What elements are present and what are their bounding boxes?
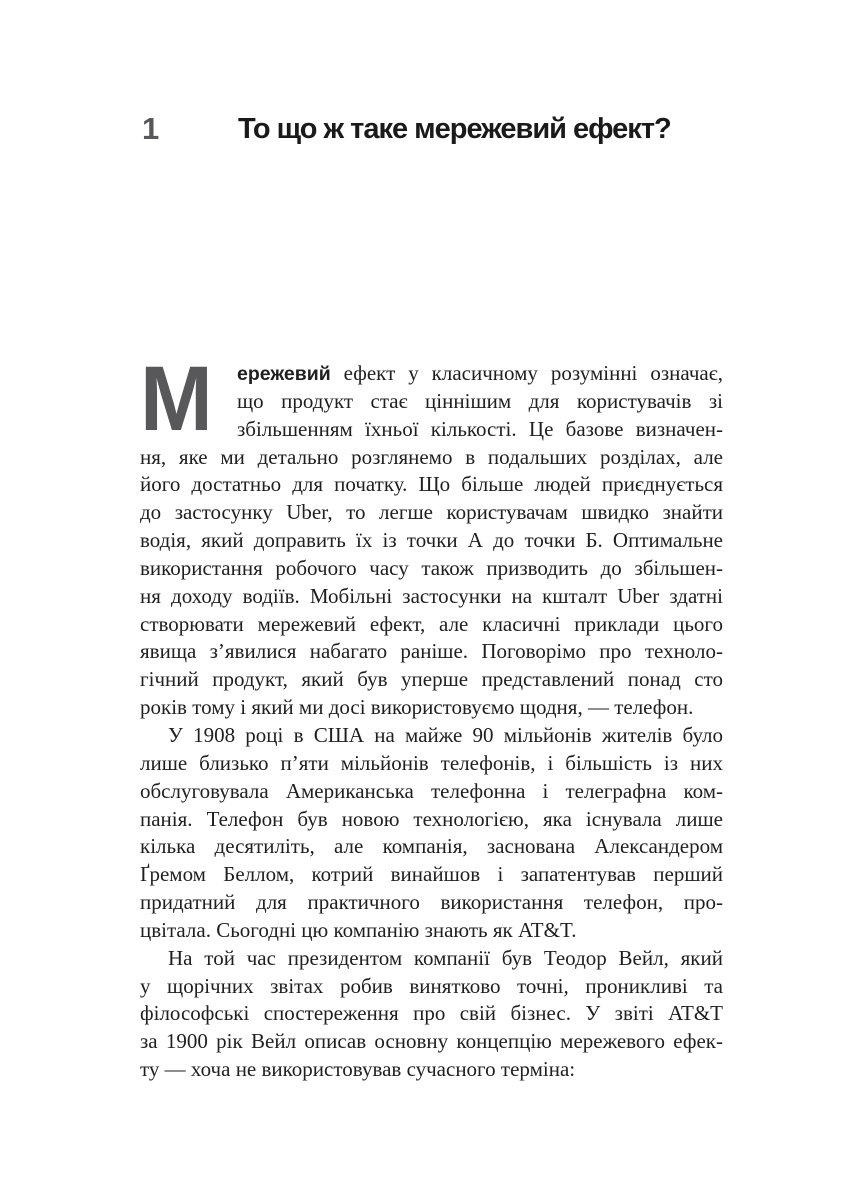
- text-line: що продукт стає ціннішим для користувачів зі: [237, 388, 723, 413]
- text-line: у щорічних звітах робив винятково точні, проникливі та: [140, 973, 723, 998]
- text-line: панія. Телефон був новою технологією, яка існувала лише: [140, 806, 723, 831]
- text-line: ережевий ефект у класичному розумінні означає,: [237, 361, 723, 385]
- text-line: Ґремом Беллом, котрий винайшов і запатентував перший: [140, 862, 723, 887]
- text-line: гічний продукт, який був уперше представлений понад сто: [140, 667, 723, 692]
- text-line: водія, який доправить їх із точки А до точки Б. Оптимальне: [140, 528, 723, 553]
- text-line: придатний для практичного використання телефон, про-: [140, 890, 723, 915]
- text-line: використання робочого часу також призводить до збільшен-: [140, 555, 723, 580]
- text-line: явища з’явилися набагато раніше. Поговорімо про техноло-: [140, 639, 723, 664]
- text-line: збільшенням їхньої кількості. Це базове визначен-: [237, 416, 723, 441]
- text-line: до застосунку Uber, то легше користувачам швидко знайти: [140, 500, 723, 525]
- text-line: цвітала. Сьогодні цю компанію знають як AT&T.: [140, 917, 577, 942]
- text-line: лише близько п’яти мільйонів телефонів, і більшість із них: [140, 750, 723, 775]
- text-lines: [140, 360, 723, 1084]
- text-line: його достатньо для початку. Що більше людей приєднується: [140, 472, 723, 497]
- text-line: ту — хоча не використовував сучасного терміна:: [140, 1057, 576, 1082]
- text-line: років тому і який ми досі використовуємо щодня, — телефон.: [140, 695, 694, 720]
- text-line: філософські спостереження про свій бізнес. У звіті AT&T: [140, 1001, 723, 1026]
- text-line: ня доходу водіїв. Мобільні застосунки на кшталт Uber здатні: [140, 583, 723, 608]
- text-line: На той час президентом компанії був Теодор Вейл, який: [168, 945, 723, 970]
- chapter-title: То що ж таке мережевий ефект?: [238, 113, 671, 145]
- text-line: У 1908 році в США на майже 90 мільйонів жителів було: [168, 722, 723, 747]
- body-text: [140, 348, 723, 1084]
- text-line: обслуговувала Американська телефонна і телеграфна ком-: [140, 778, 723, 803]
- text-line: кілька десятиліть, але компанія, заснована Александером: [140, 834, 723, 859]
- drop-cap-letter: М: [140, 348, 213, 450]
- text-line: за 1900 рік Вейл описав основну концепцію мережевого ефек-: [140, 1029, 723, 1054]
- text-line: ня, яке ми детально розглянемо в подальших розділах, але: [140, 444, 723, 469]
- lead-bold-word: ережевий: [237, 363, 331, 385]
- chapter-number: 1: [142, 111, 160, 146]
- text-line: створювати мережевий ефект, але класичні приклади цього: [140, 611, 723, 636]
